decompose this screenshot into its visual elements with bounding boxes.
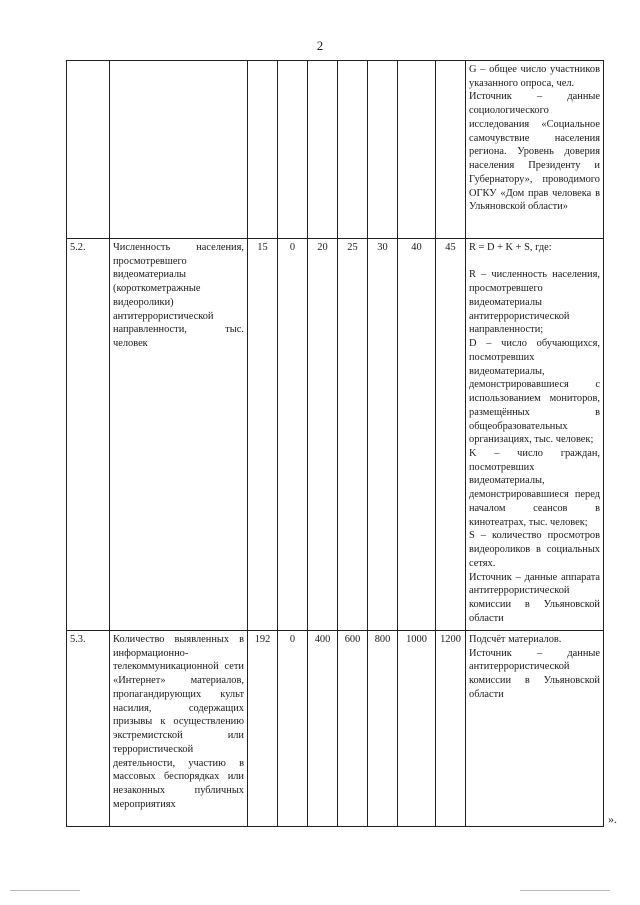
row-description: Численность населения, просмотревшего видеоматериалы (короткометражные видеоролики) антитеррористической направленности, тыс. человек [110,239,248,631]
row-formula [466,239,604,631]
row-value: 800 [368,631,398,827]
row-formula [466,61,604,239]
formula-line: S – количество просмотров видеороликов в социальных сетях. [469,530,600,569]
row-value [248,61,278,239]
row-value: 192 [248,631,278,827]
formula-line: Подсчёт материалов. [469,634,562,645]
table-row [67,239,604,631]
row-value [368,61,398,239]
closing-quote-mark: ». [608,812,617,826]
row-value: 1000 [398,631,436,827]
row-value: 400 [308,631,338,827]
row-value [338,61,368,239]
row-description [110,61,248,239]
row-number [67,61,110,239]
row-value: 25 [338,239,368,631]
formula-line: D – число обучающихся, посмотревших видеоматериалы, демонстрировавшиеся с использованием мониторов, размещённых в общеобразовательных организациях, тыс. человек; [469,338,600,446]
formula-line: R – численность населения, просмотревшего видеоматериалы антитеррористической направленности; [469,269,600,336]
row-value: 1200 [436,631,466,827]
row-value: 0 [278,239,308,631]
row-formula [466,631,604,827]
row-value: 40 [398,239,436,631]
scan-edge-mark [520,890,610,891]
formula-line: Источник – данные социологического исследования «Социальное самочувствие населения региона. Уровень доверия населения Президенту и Губернатору», проводимого ОГКУ «Дом прав человека в Ульяновской области» [469,91,600,213]
row-value: 45 [436,239,466,631]
row-value [278,61,308,239]
formula-line: K – число граждан, посмотревших видеоматериалы, демонстрировавшиеся перед началом сеансов в кинотеатрах, тыс. человек; [469,448,600,528]
formula-line: Источник – данные антитеррористической комиссии в Ульяновской области [469,647,600,700]
row-value: 15 [248,239,278,631]
page-number: 2 [316,38,324,53]
formula-line: G – общее число участников указанного опроса, чел. [469,64,600,89]
row-number: 5.3. [67,631,110,827]
row-value: 0 [278,631,308,827]
row-value: 600 [338,631,368,827]
row-value: 20 [308,239,338,631]
table-row [67,61,604,239]
formula-line: Источник – данные аппарата антитеррористической комиссии в Ульяновской области [469,571,600,624]
row-number: 5.2. [67,239,110,631]
indicators-table [66,60,604,827]
row-value [398,61,436,239]
row-description: Количество выявленных в информационно-телекоммуникационной сети «Интернет» материалов, пропагандирующих культ насилия, содержащих призывы к осуществлению экстремистской или террористической деятельности, участию в массовых беспорядках или незаконных публичных мероприятиях [110,631,248,827]
scan-edge-mark [10,890,80,891]
row-value [436,61,466,239]
row-value [308,61,338,239]
table-row [67,631,604,827]
formula-line [469,255,600,269]
row-value: 30 [368,239,398,631]
formula-line: R = D + K + S, где: [469,242,552,253]
